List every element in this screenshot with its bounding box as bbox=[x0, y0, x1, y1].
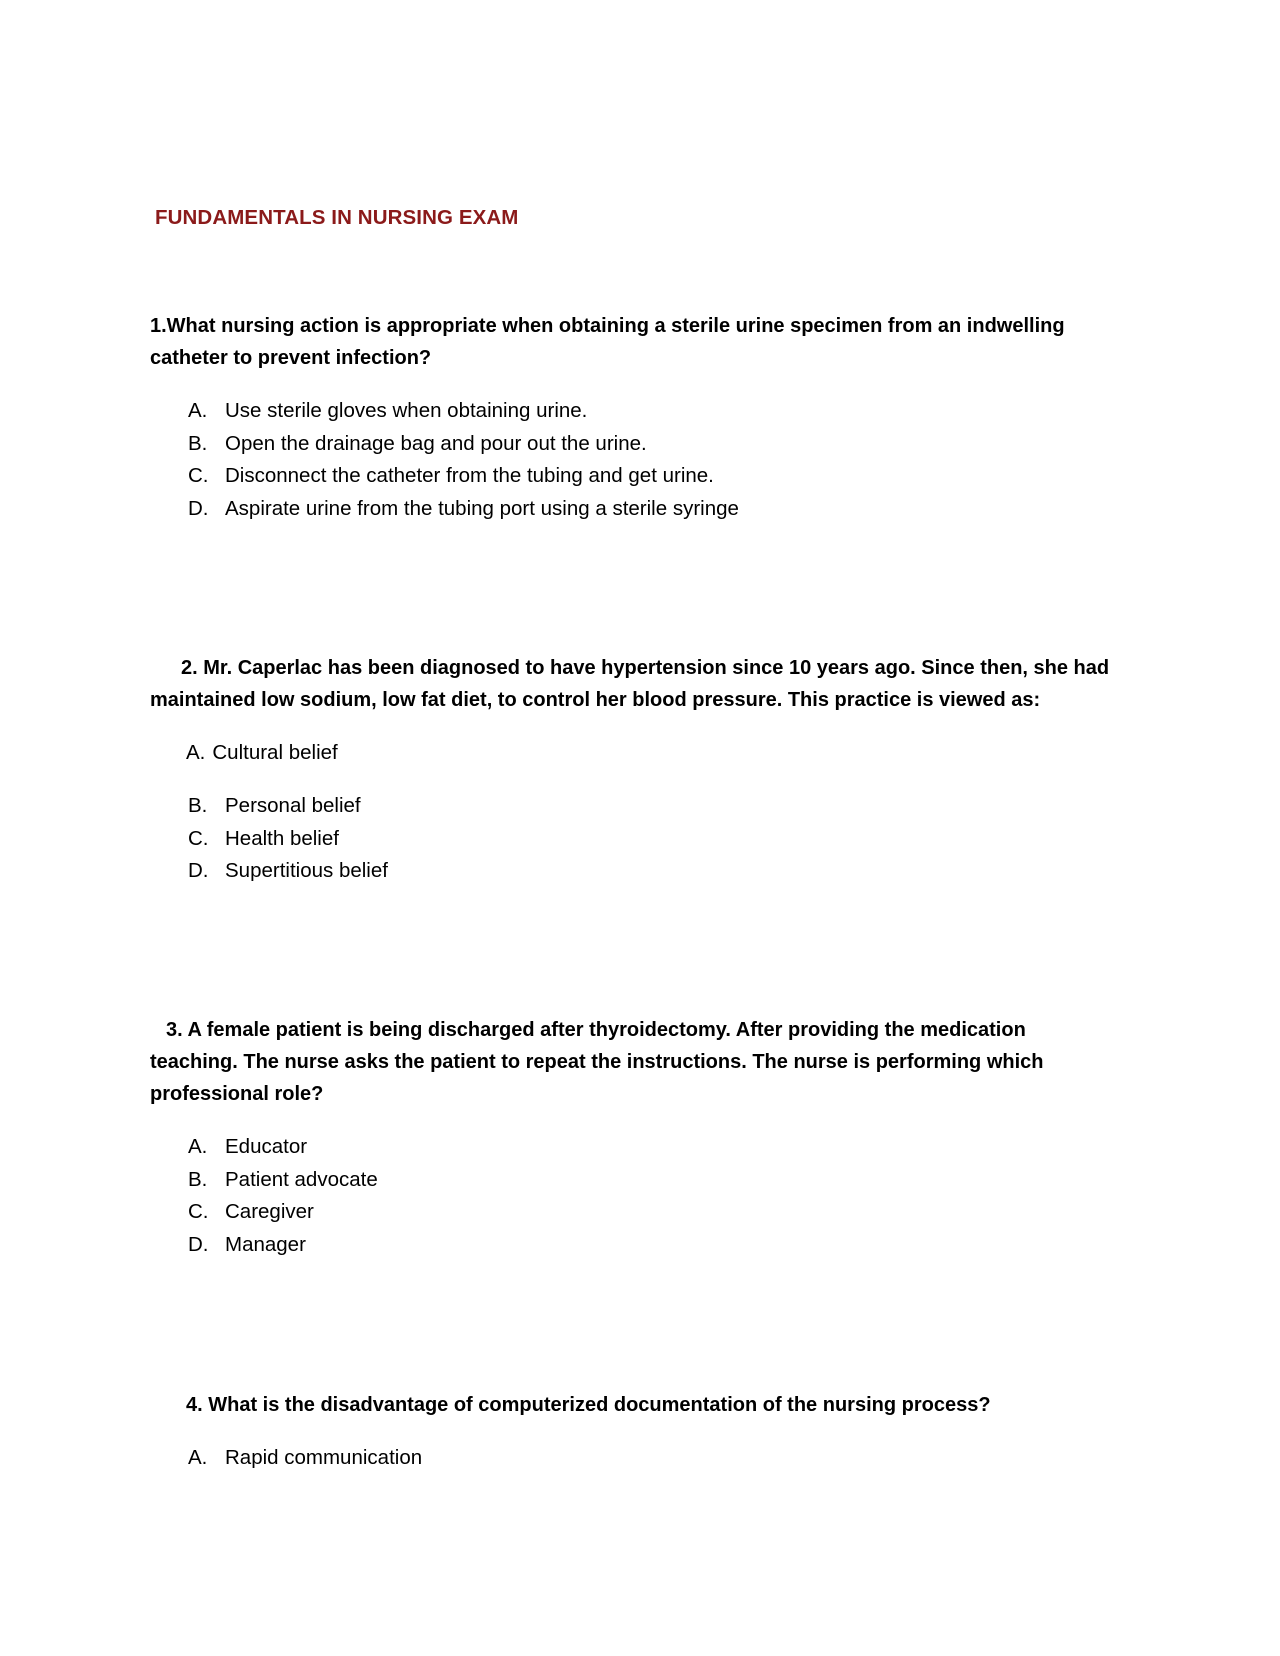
option-letter: C. bbox=[188, 1200, 209, 1223]
option-text: Manager bbox=[225, 1232, 306, 1256]
option-letter: B. bbox=[188, 1167, 208, 1191]
option-3d bbox=[188, 1229, 378, 1262]
option-letter: A. bbox=[186, 741, 206, 764]
option-4a bbox=[188, 1442, 422, 1475]
option-text: Personal belief bbox=[225, 794, 361, 817]
option-text: Caregiver bbox=[225, 1200, 314, 1223]
option-2a bbox=[186, 737, 338, 770]
option-1a bbox=[188, 395, 739, 428]
question-2 bbox=[150, 652, 1110, 716]
option-letter: C. bbox=[188, 464, 209, 487]
question-1: 1.What nursing action is appropriate when obtaining a sterile urine specimen from an indwelling catheter to prevent infection? bbox=[150, 315, 1065, 369]
option-3c bbox=[188, 1196, 378, 1229]
option-text: Disconnect the catheter from the tubing and get urine. bbox=[225, 464, 714, 487]
option-text: Patient advocate bbox=[225, 1167, 378, 1191]
question-2-options bbox=[188, 790, 388, 888]
option-letter: A. bbox=[188, 1446, 208, 1469]
option-text: Educator bbox=[225, 1135, 308, 1158]
option-text: Health belief bbox=[225, 826, 339, 850]
option-letter: B. bbox=[188, 794, 208, 817]
option-3a bbox=[188, 1131, 378, 1164]
option-text: Use sterile gloves when obtaining urine. bbox=[225, 399, 588, 422]
option-2c bbox=[188, 823, 388, 856]
question-3-text: 3. A female patient is being discharged after thyroidectomy. After providing the medication teaching. The nurse asks the patient to repeat the instructions. The nurse is performing which professional role? bbox=[150, 1019, 1044, 1105]
document-title: FUNDAMENTALS IN NURSING EXAM bbox=[155, 206, 519, 229]
option-1b bbox=[188, 428, 739, 461]
option-letter: C. bbox=[188, 826, 209, 850]
option-text: Supertitious belief bbox=[225, 859, 388, 882]
question-1-options bbox=[188, 395, 739, 525]
option-text: Open the drainage bag and pour out the urine. bbox=[225, 431, 647, 455]
option-text: Rapid communication bbox=[225, 1446, 423, 1469]
question-4-text: 4. What is the disadvantage of computerized documentation of the nursing process? bbox=[186, 1394, 991, 1416]
question-4-options bbox=[188, 1442, 422, 1475]
option-letter: D. bbox=[188, 859, 209, 882]
option-letter: A. bbox=[188, 399, 208, 422]
option-1c bbox=[188, 460, 739, 493]
option-letter: B. bbox=[188, 431, 208, 455]
option-2b bbox=[188, 790, 388, 823]
question-2-option-a bbox=[186, 737, 338, 770]
option-text: Cultural belief bbox=[212, 741, 338, 764]
option-text: Aspirate urine from the tubing port using a sterile syringe bbox=[225, 496, 739, 520]
option-letter: D. bbox=[188, 1232, 209, 1256]
option-letter: D. bbox=[188, 496, 209, 520]
question-3 bbox=[150, 1014, 1110, 1110]
option-letter: A. bbox=[188, 1135, 208, 1158]
option-2d bbox=[188, 855, 388, 888]
option-1d bbox=[188, 493, 739, 526]
option-3b bbox=[188, 1164, 378, 1197]
question-2-text: 2. Mr. Caperlac has been diagnosed to have hypertension since 10 years ago. Since then, she had maintained low sodium, low fat diet, to control her blood pressure. This practice is viewed as: bbox=[150, 657, 1110, 711]
question-3-options bbox=[188, 1131, 378, 1261]
question-4 bbox=[186, 1389, 1146, 1421]
